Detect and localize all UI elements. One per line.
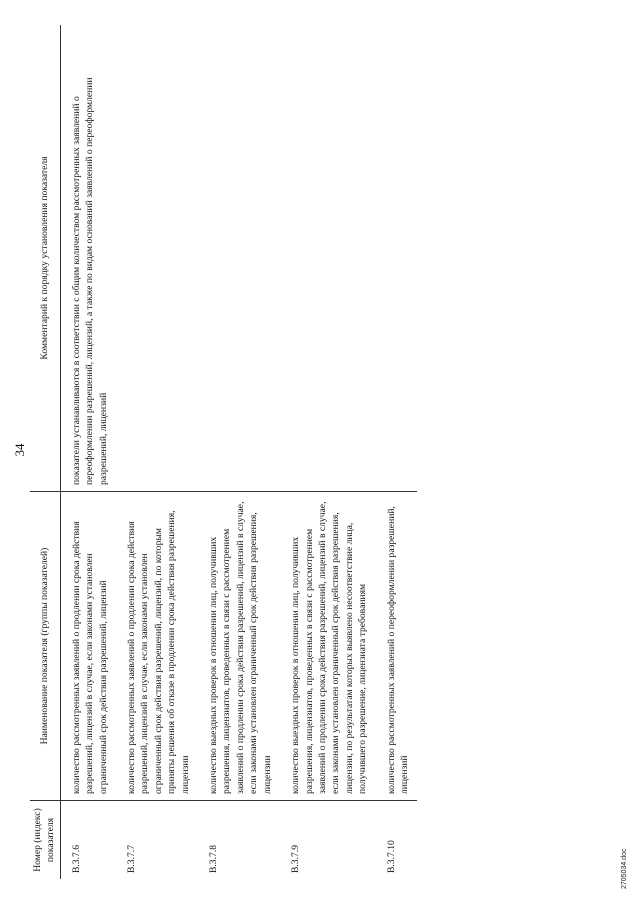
row-name: количество рассмотренных заявлений о продлении срока действия разрешений, лицензий в случае, если законами установлен ограниченный срок действия разрешений, лицензий, по которым приняты решения об отказе в продлении срока действия разрешения, лицензии <box>116 492 198 801</box>
table-header-row <box>30 25 60 879</box>
table-row <box>60 25 116 879</box>
row-name: количество рассмотренных заявлений о продлении срока действия разрешений, лицензий в случае, если законами установлен ограниченный срок действия разрешений, лицензий <box>60 492 116 801</box>
indicator-table <box>30 25 417 879</box>
row-number: В.3.7.10 <box>385 840 397 873</box>
row-number: В.3.7.8 <box>208 845 220 873</box>
row-comment: показатели устанавливаются в соответствии с общим количеством рассмотренных заявлений о переоформлении разрешений, лицензий, а также по видам оснований заявлений о переоформлении разрешений, лицензий <box>60 25 417 492</box>
row-number: В.3.7.6 <box>70 845 82 873</box>
header-name: Наименование показателя (группы показателей) <box>30 492 60 801</box>
row-name: количество выездных проверок в отношении лиц, получивших разрешения, лицензиатов, проведенных в связи с рассмотрением заявлений о продлении срока действия разрешений, лицензий в случае, если законами установлен ограниченный срок действия разрешения, лицензии <box>198 492 280 801</box>
row-number: В.3.7.9 <box>290 845 302 873</box>
row-name: количество выездных проверок в отношении лиц, получивших разрешения, лицензиатов, проведенных в связи с рассмотрением заявлений о продлении срока действия разрешений, лицензий в случае, если законами установлен ограниченный срок действия разрешения, лицензии, по результатам которых выявлено несоответствие лица, получившего разрешение, лицензиата требованиям <box>280 492 375 801</box>
row-number: В.3.7.7 <box>126 845 138 873</box>
header-comment: Комментарий к порядку установления показателя <box>30 25 60 492</box>
document-id: 2705034.doc <box>621 848 628 889</box>
header-number: Номер (индекс) показателя <box>30 801 60 880</box>
page-number: 34 <box>12 443 27 457</box>
row-name: количество рассмотренных заявлений о переоформлении разрешений, лицензий <box>376 492 418 801</box>
